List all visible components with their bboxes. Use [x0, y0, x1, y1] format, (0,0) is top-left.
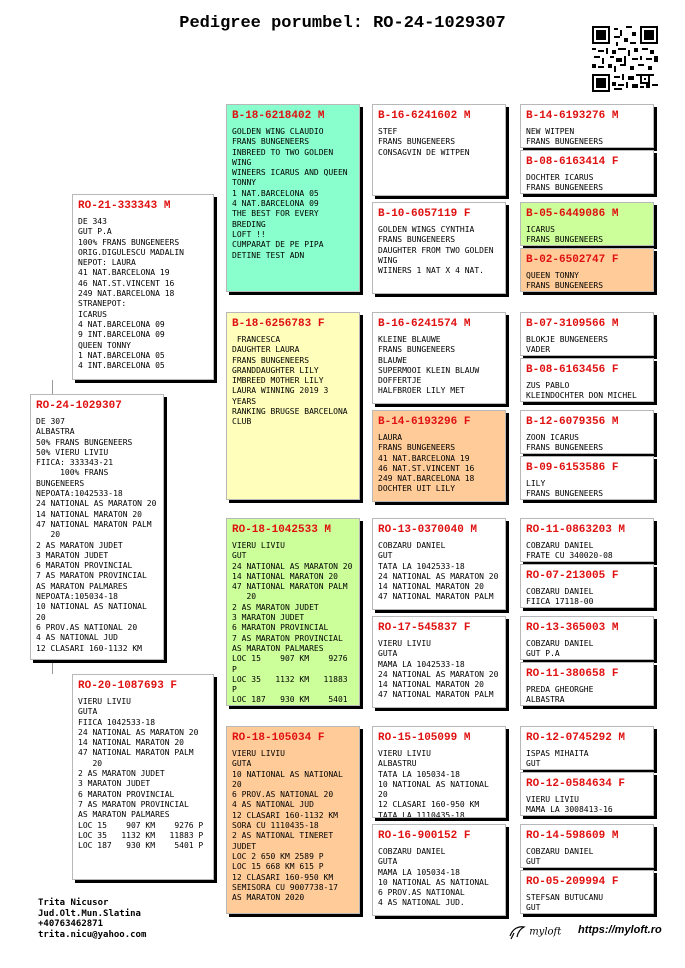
card-line: PREDA GHEORGHE: [526, 685, 594, 694]
card-line: VIERU LIVIU: [78, 697, 131, 706]
card-line: FRANS BUNGENEERS: [526, 443, 604, 453]
ring-number: B-18-6218402 M: [232, 110, 325, 122]
card-line: 10 NATIONAL AS NATIONAL 20: [232, 769, 348, 789]
pedigree-card[interactable]: [520, 358, 654, 402]
card-line: FRANS BUNGENEERS: [232, 355, 310, 365]
card-line: INBREED TO TWO GOLDEN WING: [232, 147, 338, 167]
card-line: STRANEPOT:: [78, 299, 127, 309]
ring-number: RO-17-545837 F: [378, 622, 471, 634]
card-line: 2 AS MARATON JUDET: [232, 602, 319, 612]
ring-number: RO-21-333343 M: [78, 200, 171, 212]
card-line: 14 NATIONAL MARATON 20: [378, 582, 484, 592]
pedigree-card[interactable]: [520, 456, 654, 500]
card-line: STEFSAN BUTUCANU: [526, 893, 604, 902]
card-line: FIICA 1042533-18: [78, 717, 156, 727]
connector-line: [214, 200, 215, 380]
pedigree-card[interactable]: [520, 564, 654, 608]
card-line: LOC 15 907 KM 9276 P: [232, 654, 353, 674]
card-line: 24 NATIONAL AS MARATON 20: [36, 499, 157, 509]
pedigree-card[interactable]: [372, 104, 506, 196]
card-line: JUDET: [232, 841, 257, 851]
card-line: 10 NATIONAL AS NATIONAL 20: [378, 779, 494, 800]
ring-number: B-09-6153586 F: [526, 462, 619, 474]
card-line: 14 NATIONAL MARATON 20: [36, 509, 142, 519]
card-line: TATA LA 1110435-18: [378, 810, 465, 818]
pigeon-icon: [508, 924, 526, 940]
card-line: 24 NATIONAL AS MARATON 20: [78, 727, 199, 737]
qr-code-icon: [592, 26, 658, 92]
card-line: THE BEST FOR EVERY BREDING: [232, 209, 324, 229]
ring-number: RO-18-105034 F: [232, 732, 325, 744]
card-line: LAURA: [378, 433, 403, 442]
site-url-link[interactable]: https://myloft.ro: [578, 924, 662, 936]
card-line: DAUGHTER LAURA: [232, 345, 300, 355]
card-line: DAUGHTER FROM TWO GOLDEN: [378, 245, 494, 255]
card-line: SEMISORA CU 9007738-17: [232, 882, 338, 892]
card-line: COBZARU DANIEL: [526, 587, 594, 596]
card-line: FRANS BUNGENEERS: [378, 345, 456, 355]
card-line: RANKING BRUGSE BARCELONA: [232, 407, 348, 417]
pedigree-card[interactable]: [372, 410, 506, 502]
card-line: 24 NATIONAL AS MARATON 20: [378, 669, 499, 679]
ring-number: RO-11-380658 F: [526, 668, 619, 680]
card-line: VIERU LIVIU: [232, 541, 285, 550]
card-line: LOC 2 650 KM 2589 P: [232, 851, 324, 861]
card-line: COBZARU DANIEL: [378, 541, 446, 550]
card-line: 6 PROV.AS NATIONAL 20: [36, 622, 138, 632]
pedigree-card[interactable]: [226, 726, 360, 914]
card-line: LOC 15 668 KM 615 P: [232, 862, 324, 872]
card-line: GOLDEN WINGS CYNTHIA: [378, 225, 475, 234]
card-line: 3 MARATON JUDET: [78, 779, 151, 789]
ring-number: RO-14-598609 M: [526, 830, 619, 842]
ring-number: RO-15-105099 M: [378, 732, 471, 744]
ring-number: B-14-6193296 F: [378, 416, 471, 428]
pedigree-card[interactable]: [372, 616, 506, 708]
card-line: LOC 15 907 KM 9276 P: [78, 820, 204, 830]
card-line: VIERU LIVIU: [232, 749, 285, 758]
card-line: 14 NATIONAL MARATON 20: [378, 680, 484, 690]
card-line: LOC 35 1132 KM 11883 P: [232, 674, 353, 695]
card-line: AS MARATON PALMARES: [36, 581, 128, 591]
pedigree-card[interactable]: [520, 104, 654, 148]
card-line: 47 NATIONAL MARATON PALM: [378, 592, 494, 602]
card-line: 4 AS NATIONAL JUD: [232, 800, 314, 810]
card-line: QUEEN TONNY: [526, 271, 579, 280]
card-line: 6 MARATON PROVINCIAL: [36, 561, 133, 571]
pedigree-card[interactable]: [520, 202, 654, 246]
card-line: 4 AS NATIONAL JUD: [36, 633, 118, 643]
card-line: 24 NATIONAL AS MARATON 20: [232, 561, 353, 571]
card-line: VIERU LIVIU: [378, 639, 431, 648]
card-line: QUEEN TONNY: [78, 340, 131, 350]
card-line: GOLDEN WING CLAUDIO: [232, 127, 324, 136]
card-line: WING: [378, 255, 398, 265]
ring-number: B-18-6256783 F: [232, 318, 325, 330]
card-line: ALBASTRA: [36, 427, 75, 437]
card-line: CLUB: [232, 417, 252, 427]
card-line: FRANS BUNGENEERS: [378, 137, 456, 147]
card-line: COBZARU DANIEL: [526, 847, 594, 856]
card-line: COBZARU DANIEL: [526, 541, 594, 550]
card-line: 249 NAT.BARCELONA 18: [378, 474, 475, 484]
card-line: IMBREED MOTHER LILY: [232, 376, 324, 386]
pedigree-card[interactable]: [520, 616, 654, 660]
ring-number: B-16-6241574 M: [378, 318, 471, 330]
card-line: 14 NATIONAL MARATON 20: [232, 571, 338, 581]
card-line: GUT: [526, 903, 541, 913]
pedigree-card[interactable]: [30, 394, 164, 660]
card-line: AS MARATON PALMARES: [78, 810, 170, 820]
page-title: Pedigree porumbel: RO-24-1029307: [179, 14, 506, 33]
card-line: [526, 183, 651, 193]
card-line: LILY: [526, 479, 546, 488]
card-line: 12 CLASARI 160-1132 KM: [232, 810, 338, 820]
card-line: 9 INT.BARCELONA 09: [78, 330, 165, 340]
card-line: 2 AS MARATON JUDET: [78, 769, 165, 779]
ring-number: RO-20-1087693 F: [78, 680, 178, 692]
card-line: SORA CU 1110435-18: [232, 821, 319, 831]
card-line: KLEINDOCHTER DON MICHEL: [526, 391, 637, 401]
card-line: 47 NATIONAL MARATON PALM: [78, 748, 194, 758]
pedigree-card[interactable]: [226, 104, 360, 292]
card-line: CONSAGVIN DE WITPEN: [378, 147, 470, 157]
card-line: LOC 187 930 KM 5401 P: [78, 841, 204, 851]
card-line: TATA LA 1042533-18: [378, 561, 465, 571]
card-line: CUMPARAT DE PE PIPA: [232, 240, 324, 250]
card-line: GUT: [378, 551, 393, 561]
card-line: [526, 695, 651, 705]
card-line: NEW WITPEN: [526, 127, 575, 136]
card-line: AS MARATON 2020: [232, 893, 305, 903]
card-line: 12 CLASARI 160-950 KM: [378, 800, 480, 810]
card-line: 2 AS NATIONAL TINERET: [232, 831, 334, 841]
pedigree-card[interactable]: [520, 410, 654, 454]
card-line: 47 NATIONAL MARATON PALM: [378, 690, 494, 700]
card-line: GUTA: [378, 649, 398, 659]
card-line: FIICA: 333343-21: [36, 458, 114, 468]
card-line: NEPOATA:105034-18: [36, 592, 118, 602]
pedigree-card[interactable]: [372, 518, 506, 610]
pedigree-card[interactable]: [520, 150, 654, 194]
card-line: NEPOATA:1042533-18: [36, 489, 123, 499]
card-line: ORIG.DIGULESCU MADALIN: [78, 247, 184, 257]
card-line: FRANS BUNGENEERS: [526, 281, 604, 291]
card-line: 41 NAT.BARCELONA 19: [378, 453, 470, 463]
card-line: 50% VIERU LIVIU: [36, 447, 109, 457]
card-line: FRANS BUNGENEERS: [378, 235, 456, 245]
card-line: 6 MARATON PROVINCIAL: [232, 623, 329, 633]
card-line: 4 NAT.BARCELONA 09: [232, 199, 319, 209]
pedigree-card[interactable]: [520, 726, 654, 770]
card-line: ICARUS: [526, 225, 555, 234]
connector-line: [52, 660, 53, 674]
ring-number: RO-13-0370040 M: [378, 524, 478, 536]
pedigree-card[interactable]: [520, 824, 654, 868]
pedigree-card[interactable]: [520, 248, 654, 292]
card-line: AS MARATON PALMARES: [232, 643, 324, 653]
pedigree-card[interactable]: [372, 202, 506, 294]
pedigree-card[interactable]: [520, 312, 654, 356]
card-line: 20: [36, 530, 61, 540]
card-line: WINEERS ICARUS AND QUEEN: [232, 168, 348, 178]
card-line: ICARUS: [78, 309, 107, 319]
ring-number: RO-16-900152 F: [378, 830, 471, 842]
card-line: 1 NAT.BARCELONA 05: [232, 188, 319, 198]
myloft-logo: [508, 924, 561, 940]
ring-number: RO-07-213005 F: [526, 570, 619, 582]
card-line: 12 CLASARI 160-950 KM: [232, 872, 334, 882]
logo-text: myloft: [529, 926, 562, 938]
card-line: 12 CLASARI 160-1132 KM: [36, 643, 142, 653]
pedigree-card[interactable]: [372, 726, 506, 818]
card-line: 4 AS NATIONAL JUD.: [378, 898, 465, 908]
ring-number: B-16-6241602 M: [378, 110, 471, 122]
card-line: FRANS BUNGENEERS: [232, 137, 310, 147]
card-line: SUPERMOOI KLEIN BLAUW: [378, 365, 480, 375]
card-line: 14 NATIONAL MARATON 20: [78, 738, 184, 748]
card-line: ALBASTRU: [378, 759, 417, 769]
ring-number: RO-12-0584634 F: [526, 778, 626, 790]
breeder-name: Trita Nicusor: [38, 898, 109, 908]
card-line: LAURA WINNING 2019 3 YEARS: [232, 386, 334, 406]
card-line: DE 343: [78, 217, 107, 226]
pedigree-card[interactable]: [372, 824, 506, 916]
pedigree-card[interactable]: [72, 194, 214, 380]
card-line: TATA LA 105034-18: [378, 769, 460, 779]
card-line: GUTA: [232, 759, 252, 769]
card-line: [526, 805, 651, 815]
card-line: 2 AS MARATON JUDET: [36, 540, 123, 550]
card-line: 41 NAT.BARCELONA 19: [78, 268, 170, 278]
card-line: WIINERS 1 NAT X 4 NAT.: [378, 266, 484, 276]
ring-number: B-12-6079356 M: [526, 416, 619, 428]
ring-number: RO-18-1042533 M: [232, 524, 332, 536]
pedigree-card[interactable]: [372, 312, 506, 404]
card-line: 46 NAT.ST.VINCENT 16: [378, 463, 475, 473]
ring-number: RO-13-365003 M: [526, 622, 619, 634]
card-line: LOC 35 1132 KM 11883 P: [78, 830, 204, 840]
card-line: DOCHTER UIT LILY: [378, 484, 456, 494]
card-line: 3 MARATON JUDET: [232, 613, 305, 623]
pedigree-card[interactable]: [72, 674, 214, 880]
card-line: ISPAS MIHAITA: [526, 749, 589, 758]
card-line: 1 NAT.BARCELONA 05: [78, 350, 165, 360]
card-line: 249 NAT.BARCELONA 18: [78, 289, 175, 299]
pedigree-card[interactable]: [520, 772, 654, 816]
card-line: [526, 489, 651, 499]
card-line: FRATE CU 340020-08: [526, 551, 613, 561]
card-line: GUT: [526, 759, 541, 769]
card-line: MAMA LA 1042533-18: [378, 659, 465, 669]
card-line: ZOON ICARUS: [526, 433, 579, 442]
breeder-contact: [38, 898, 146, 940]
card-line: HALFBROER LILY MET: [378, 386, 465, 396]
card-line: VIERU LIVIU: [526, 795, 579, 804]
card-line: 50% FRANS BUNGENEERS: [36, 437, 133, 447]
card-line: NEPOT: LAURA: [78, 258, 136, 268]
breeder-phone: +40763462871: [38, 919, 104, 929]
card-line: 47 NATIONAL MARATON PALM: [36, 519, 152, 529]
card-line: 20: [78, 758, 103, 768]
ring-number: RO-05-209994 F: [526, 876, 619, 888]
card-line: 10 NATIONAL AS NATIONAL 20: [36, 602, 152, 622]
card-line: 24 NATIONAL AS MARATON 20: [378, 571, 499, 581]
card-line: COBZARU DANIEL: [526, 639, 594, 648]
card-line: LOFT !!: [232, 229, 266, 239]
card-line: LOC 187 930 KM 5401: [232, 695, 348, 705]
pedigree-card[interactable]: [520, 518, 654, 562]
card-line: 7 AS MARATON PROVINCIAL: [232, 633, 343, 643]
card-line: 6 PROV.AS NATIONAL 20: [232, 790, 334, 800]
card-line: GUT: [526, 857, 541, 867]
ring-number: B-07-3109566 M: [526, 318, 619, 330]
card-line: DOCHTER ICARUS: [526, 173, 594, 182]
breeder-address: Jud.Olt.Mun.Slatina: [38, 908, 141, 919]
card-line: 46 NAT.ST.VINCENT 16: [78, 278, 175, 288]
card-line: TONNY: [232, 178, 257, 188]
card-line: FRANS BUNGENEERS: [526, 137, 604, 147]
card-line: FRANCESCA: [232, 335, 281, 344]
ring-number: B-08-6163414 F: [526, 156, 619, 168]
card-line: 100% FRANS BUNGENEERS: [36, 468, 114, 488]
pedigree-card[interactable]: [226, 518, 360, 706]
ring-number: RO-11-0863203 M: [526, 524, 626, 536]
ring-number: B-02-6502747 F: [526, 254, 619, 266]
card-line: GUT: [232, 551, 247, 561]
card-line: KLEINE BLAUWE: [378, 335, 441, 344]
pedigree-card[interactable]: [226, 312, 360, 500]
card-line: DE 307: [36, 417, 65, 426]
card-line: STEF: [378, 127, 398, 136]
card-line: 100% FRANS BUNGENEERS: [78, 237, 180, 247]
card-line: FRANS BUNGENEERS: [378, 443, 456, 453]
ring-number: B-14-6193276 M: [526, 110, 619, 122]
card-line: GUT P.A: [526, 649, 560, 659]
card-line: GUT P.A: [78, 227, 112, 237]
connector-line: [214, 680, 215, 880]
card-line: 4 INT.BARCELONA 05: [78, 361, 165, 371]
card-line: 6 MARATON PROVINCIAL: [78, 789, 175, 799]
card-line: 6 PROV.AS NATIONAL: [378, 888, 465, 898]
card-line: GRANDDAUGHTER LILY: [232, 365, 319, 375]
ring-number: B-05-6449086 M: [526, 208, 619, 220]
pedigree-card[interactable]: [520, 870, 654, 914]
breeder-email[interactable]: trita.nicu@yahoo.com: [38, 929, 147, 940]
ring-number: RO-12-0745292 M: [526, 732, 626, 744]
connector-line: [52, 380, 53, 394]
card-line: GUTA: [78, 707, 98, 717]
card-line: 3 MARATON JUDET: [36, 550, 109, 560]
card-line: ZUS PABLO: [526, 381, 570, 390]
ring-number: B-08-6163456 F: [526, 364, 619, 376]
card-line: 4 NAT.BARCELONA 09: [78, 319, 165, 329]
card-line: BLOKJE BUNGENEERS: [526, 335, 608, 344]
card-line: 7 AS MARATON PROVINCIAL: [36, 571, 147, 581]
card-line: COBZARU DANIEL: [378, 847, 446, 856]
card-line: 47 NATIONAL MARATON PALM: [232, 582, 348, 592]
card-line: VIERU LIVIU: [378, 749, 431, 758]
card-line: 20: [232, 592, 257, 602]
pedigree-card[interactable]: [520, 662, 654, 706]
card-line: GUTA: [378, 857, 398, 867]
card-line: 10 NATIONAL AS NATIONAL: [378, 877, 489, 887]
card-line: DOFFERTJE: [378, 376, 422, 386]
card-line: MAMA LA 105034-18: [378, 867, 460, 877]
card-line: 7 AS MARATON PROVINCIAL: [78, 799, 189, 809]
card-line: FRANS BUNGENEERS: [526, 235, 604, 245]
card-line: BLAUWE: [378, 355, 407, 365]
card-line: VADER: [526, 345, 551, 355]
ring-number: RO-24-1029307: [36, 400, 122, 412]
card-line: [526, 597, 651, 607]
ring-number: B-10-6057119 F: [378, 208, 471, 220]
card-line: DETINE TEST ADN: [232, 250, 305, 260]
